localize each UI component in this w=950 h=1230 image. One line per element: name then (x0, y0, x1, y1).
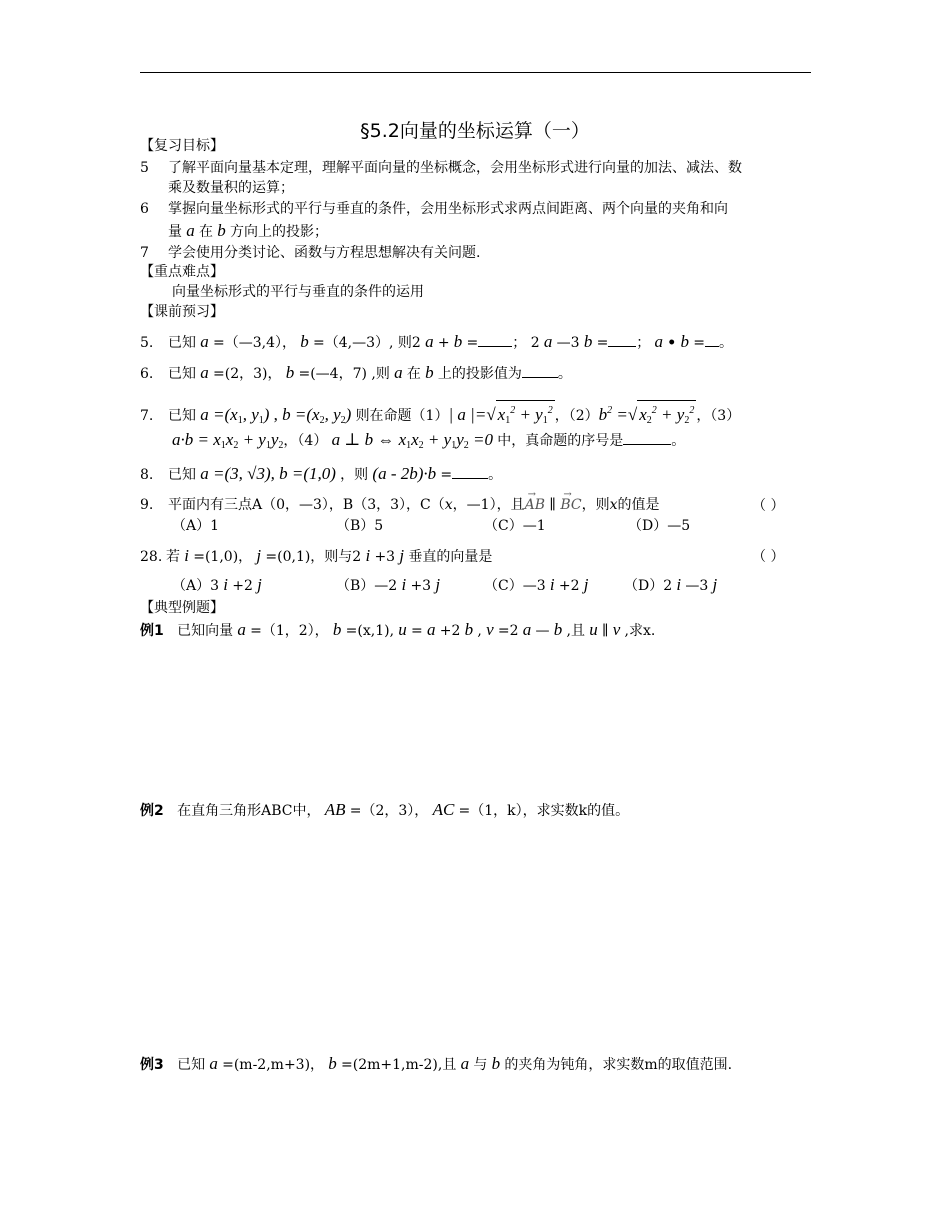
top-rule (140, 72, 811, 73)
q28-option-c[interactable]: （C）—3 i +2 j (484, 575, 589, 594)
answer-paren[interactable]: （ ） (752, 549, 785, 565)
question-28: 28. 若 i =(1,0)， j =(0,1)，则与2 i +3 j 垂直的向量是 (140, 546, 493, 565)
review-item-6-cont: 量 a 在 b 方向上的投影； (168, 221, 328, 240)
answer-blank[interactable] (522, 365, 558, 378)
review-item-5-cont: 乘及数量积的运算； (168, 180, 294, 196)
key-heading: 【重点难点】 (140, 264, 224, 280)
example-3: 例3 已知 a =(m-2,m+3)， b =(2m+1,m-2),且 a 与 b 的夹角为钝角，求实数m的取值范围. (140, 1054, 733, 1073)
question-8: 8. 已知 a =(3, √3), b =(1,0) ，则 (a - 2b)·b = 。 (140, 464, 503, 483)
q9-option-d[interactable]: （D）—5 (628, 518, 691, 534)
answer-blank[interactable] (623, 432, 671, 445)
examples-heading: 【典型例题】 (140, 600, 224, 616)
question-9: 9. 平面内有三点A（0，—3），B（3，3），C（x，—1），且→ AB ∥ → BC，则x的值是 (140, 495, 660, 515)
key-text: 向量坐标形式的平行与垂直的条件的运用 (172, 284, 424, 300)
question-7-cont: $a\cdot b = x_1x_2 + y_1y_2$，（4） a ⊥ b ⇔ $x_1x_2 + y_1y_2 =0$ 中，真命题的序号是 。 (172, 430, 686, 451)
q9-option-a[interactable]: （A）1 (172, 518, 220, 534)
page-title: §5.2向量的坐标运算（一） (360, 120, 590, 142)
question-5: 5. 已知 a =（—3,4）， b =（4,—3）, 则2 a + b = ； 2 a —3 b = ； a • b = 。 (140, 332, 733, 351)
answer-blank[interactable] (705, 334, 719, 347)
answer-blank[interactable] (608, 334, 636, 347)
answer-blank[interactable] (478, 334, 512, 347)
q9-option-b[interactable]: （B）5 (336, 518, 384, 534)
review-heading: 【复习目标】 (140, 138, 224, 154)
review-item-6: 6 掌握向量坐标形式的平行与垂直的条件，会用坐标形式求两点间距离、两个向量的夹角和向 (140, 201, 728, 217)
q9-option-c[interactable]: （C）—1 (484, 518, 546, 534)
review-item-7: 7 学会使用分类讨论、函数与方程思想解决有关问题. (140, 245, 481, 261)
preview-heading: 【课前预习】 (140, 304, 224, 320)
q28-option-b[interactable]: （B）—2 i +3 j (336, 575, 441, 594)
answer-blank[interactable] (452, 466, 488, 479)
example-2: 例2 在直角三角形ABC中， AB =（2，3）， AC =（1，k），求实数k的值。 (140, 800, 630, 819)
question-7: 7. 已知 $a =(x_1$, $y_1$) , $b =(x_2$, $y_2$) 则在命题（1）| a |=√ $x_1^2 + y_1^2$ ，$(2)b^2$ =√ $x_2^2 + y_2^2$ ，（3） (140, 400, 740, 431)
answer-paren[interactable]: （ ） (752, 498, 785, 514)
example-1: 例1 已知向量 a =（1，2）， b =(x,1), u = a +2 b , v =2 a — b ,且 u ∥ v ,求x. (140, 620, 656, 639)
q28-option-d[interactable]: （D）2 i —3 j (624, 575, 718, 594)
q28-option-a[interactable]: （A）3 i +2 j (172, 575, 262, 594)
question-6: 6. 已知 a =(2，3)， b =(—4，7) ,则 a 在 b 上的投影值为 。 (140, 363, 572, 382)
review-item-5: 5 了解平面向量基本定理，理解平面向量的坐标概念，会用坐标形式进行向量的加法、减法、数 (140, 160, 742, 176)
